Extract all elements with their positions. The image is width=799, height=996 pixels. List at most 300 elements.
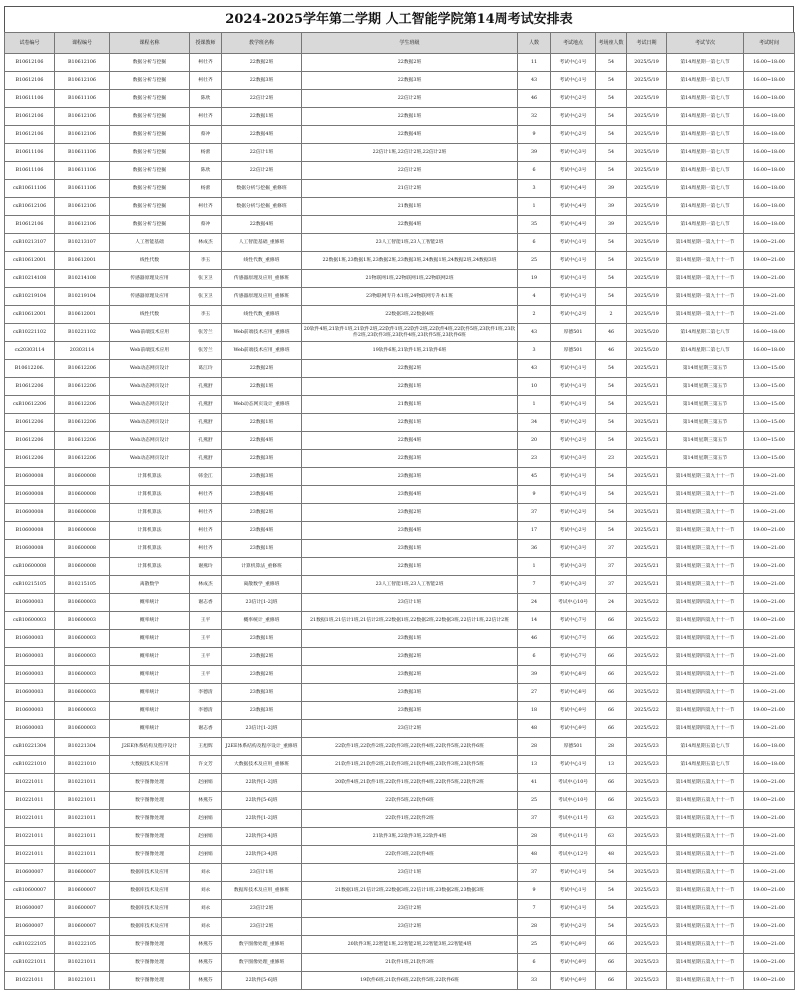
cell-course-id: B10611106 — [55, 90, 110, 108]
cell-count: 39 — [518, 144, 551, 162]
table-row — [5, 810, 795, 828]
header-teacher: 授课教师 — [190, 33, 222, 54]
cell-location: 考试中心3号 — [551, 576, 596, 594]
cell-capacity: 66 — [596, 666, 627, 684]
cell-time: 19:00~21:00 — [744, 540, 795, 558]
cell-date: 2025/5/23 — [627, 810, 667, 828]
cell-exam-id: B10600007 — [5, 864, 55, 882]
cell-course-name: 概率统计 — [110, 648, 190, 666]
cell-student-classes: 23人工智能1班,23人工智能2班 — [302, 234, 518, 252]
cell-course-id: B10612206 — [55, 414, 110, 432]
cell-course-id: B10221304 — [55, 738, 110, 756]
cell-student-classes: 22信计2班 — [302, 90, 518, 108]
table-row — [5, 324, 795, 342]
cell-capacity: 54 — [596, 864, 627, 882]
cell-location: 考试中心9号 — [551, 720, 596, 738]
cell-time: 19:00~21:00 — [744, 288, 795, 306]
cell-teacher: 蔡冲 — [190, 126, 222, 144]
table-row — [5, 144, 795, 162]
cell-date: 2025/5/22 — [627, 684, 667, 702]
cell-location: 考试中心1号 — [551, 252, 596, 270]
cell-time: 19:00~21:00 — [744, 648, 795, 666]
cell-period: 第14周星期一第七八节 — [667, 108, 744, 126]
cell-location: 考试中心1号 — [551, 270, 596, 288]
cell-exam-id: B10600008 — [5, 540, 55, 558]
cell-course-id: B10221011 — [55, 846, 110, 864]
cell-class-name: 传感器原理及应用_重修班 — [222, 288, 302, 306]
cell-course-id: B10612206 — [55, 450, 110, 468]
cell-course-id: B10600008 — [55, 558, 110, 576]
cell-exam-id: B10221011 — [5, 972, 55, 990]
cell-exam-id: B10600003 — [5, 648, 55, 666]
cell-course-id: B10600003 — [55, 594, 110, 612]
cell-location: 考试中心2号 — [551, 126, 596, 144]
cell-time: 19:00~21:00 — [744, 486, 795, 504]
cell-student-classes: 23数据3班 — [302, 684, 518, 702]
cell-period: 第14周星期三第九十十一节 — [667, 468, 744, 486]
cell-location: 考试中心11号 — [551, 828, 596, 846]
cell-time: 16:00~18:00 — [744, 162, 795, 180]
cell-course-id: B10612106 — [55, 216, 110, 234]
table-row — [5, 882, 795, 900]
table-row — [5, 252, 795, 270]
cell-course-name: 数据分析与挖掘 — [110, 126, 190, 144]
cell-period: 第14周星期三第五节 — [667, 432, 744, 450]
cell-capacity: 54 — [596, 414, 627, 432]
cell-location: 考试中心2号 — [551, 306, 596, 324]
cell-exam-id: B10221011 — [5, 774, 55, 792]
table-row — [5, 648, 795, 666]
cell-location: 考试中心3号 — [551, 144, 596, 162]
cell-capacity: 66 — [596, 936, 627, 954]
cell-count: 6 — [518, 234, 551, 252]
cell-period: 第14周星期三第五节 — [667, 450, 744, 468]
cell-count: 1 — [518, 198, 551, 216]
cell-time: 19:00~21:00 — [744, 774, 795, 792]
cell-course-id: B10611106 — [55, 162, 110, 180]
cell-period: 第14周星期一第七八节 — [667, 54, 744, 72]
cell-date: 2025/5/23 — [627, 882, 667, 900]
cell-period: 第14周星期一第七八节 — [667, 144, 744, 162]
cell-student-classes: 22数据1班 — [302, 414, 518, 432]
cell-date: 2025/5/19 — [627, 54, 667, 72]
cell-capacity: 54 — [596, 432, 627, 450]
cell-capacity: 66 — [596, 792, 627, 810]
cell-period: 第14周星期一第七八节 — [667, 126, 744, 144]
cell-exam-id: B10600007 — [5, 918, 55, 936]
table-row — [5, 54, 795, 72]
cell-class-name: 线性代数_重修班 — [222, 306, 302, 324]
cell-time: 19:00~21:00 — [744, 972, 795, 990]
header-time: 考试时间 — [744, 33, 795, 54]
cell-period: 第14周星期四第九十十一节 — [667, 702, 744, 720]
cell-student-classes: 20软件4班,21软件1班,21软件2班,22软件1班,22软件2班,22软件4班,22软件5班,23软件1班,23软件2班,23软件3班,23软件4班,23软件5班,23软件6班 — [302, 324, 518, 342]
cell-time: 19:00~21:00 — [744, 900, 795, 918]
cell-class-name: 22数据4班 — [222, 432, 302, 450]
cell-course-id: B10600003 — [55, 648, 110, 666]
cell-teacher: 柯壮齐 — [190, 108, 222, 126]
cell-location: 考试中心7号 — [551, 648, 596, 666]
cell-class-name: 22数据4班 — [222, 126, 302, 144]
cell-student-classes: 22软件1班,22软件2班,22软件3班,22软件4班,22软件5班,22软件6班 — [302, 738, 518, 756]
cell-count: 20 — [518, 432, 551, 450]
cell-student-classes: 22信计1班,22信计2班,22信计2班 — [302, 144, 518, 162]
cell-course-name: 概率统计 — [110, 666, 190, 684]
cell-course-name: 数据分析与挖掘 — [110, 216, 190, 234]
cell-time: 19:00~21:00 — [744, 864, 795, 882]
cell-exam-id: B10600008 — [5, 486, 55, 504]
cell-exam-id: B10221011 — [5, 828, 55, 846]
cell-period: 第14周星期五第九十十一节 — [667, 954, 744, 972]
cell-course-id: B10221010 — [55, 756, 110, 774]
cell-course-name: Web动态网页设计 — [110, 396, 190, 414]
cell-capacity: 48 — [596, 846, 627, 864]
cell-student-classes: 21数据1班,21信计1班,21信计2班,22数据1班,22数据2班,22数据3班,22信计1班,22信计2班 — [302, 612, 518, 630]
cell-location: 厚德501 — [551, 324, 596, 342]
cell-course-id: B10222105 — [55, 936, 110, 954]
cell-teacher: 林燕芬 — [190, 972, 222, 990]
cell-class-name: 人工智能基础_重修班 — [222, 234, 302, 252]
header-location: 考试地点 — [551, 33, 596, 54]
cell-count: 48 — [518, 846, 551, 864]
cell-course-id: B10221011 — [55, 774, 110, 792]
cell-period: 第14周星期五第九十十一节 — [667, 792, 744, 810]
cell-course-name: 计算机算法 — [110, 540, 190, 558]
cell-course-name: 概率统计 — [110, 702, 190, 720]
cell-course-name: 计算机算法 — [110, 468, 190, 486]
table-row — [5, 126, 795, 144]
cell-count: 41 — [518, 774, 551, 792]
cell-class-name: 23信计[1-2]班 — [222, 594, 302, 612]
cell-period: 第14周星期三第五节 — [667, 360, 744, 378]
cell-time: 19:00~21:00 — [744, 954, 795, 972]
cell-period: 第14周星期三第九十十一节 — [667, 540, 744, 558]
cell-period: 第14周星期三第九十十一节 — [667, 558, 744, 576]
cell-period: 第14周星期一第七八节 — [667, 162, 744, 180]
cell-date: 2025/5/19 — [627, 72, 667, 90]
cell-course-name: 数字图像处理 — [110, 810, 190, 828]
cell-date: 2025/5/19 — [627, 288, 667, 306]
cell-student-classes: 22数据2班 — [302, 54, 518, 72]
cell-capacity: 54 — [596, 918, 627, 936]
cell-exam-id: B10612106 — [5, 54, 55, 72]
cell-time: 19:00~21:00 — [744, 468, 795, 486]
cell-student-classes: 21物联网1班,22物联网1班,22物联网2班 — [302, 270, 518, 288]
cell-teacher: 赵丽娟 — [190, 774, 222, 792]
cell-time: 16:00~18:00 — [744, 108, 795, 126]
cell-student-classes: 23人工智能1班,23人工智能2班 — [302, 576, 518, 594]
cell-course-id: B10600003 — [55, 630, 110, 648]
cell-date: 2025/5/19 — [627, 270, 667, 288]
cell-date: 2025/5/19 — [627, 216, 667, 234]
cell-course-id: B10221011 — [55, 828, 110, 846]
cell-location: 考试中心10号 — [551, 792, 596, 810]
cell-count: 24 — [518, 594, 551, 612]
cell-course-id: B10612001 — [55, 252, 110, 270]
table-row — [5, 954, 795, 972]
cell-course-name: 概率统计 — [110, 720, 190, 738]
table-row — [5, 306, 795, 324]
cell-date: 2025/5/22 — [627, 630, 667, 648]
cell-teacher: 王旭辉 — [190, 738, 222, 756]
cell-student-classes: 22数据3班 — [302, 72, 518, 90]
header-student-classes: 学生班级 — [302, 33, 518, 54]
cell-course-id: B10600008 — [55, 522, 110, 540]
cell-period: 第14周星期五第九十十一节 — [667, 846, 744, 864]
cell-capacity: 54 — [596, 270, 627, 288]
cell-class-name: 23数据2班 — [222, 648, 302, 666]
cell-course-id: B10221011 — [55, 972, 110, 990]
cell-teacher: 许文芳 — [190, 756, 222, 774]
cell-teacher: 张卫卫 — [190, 270, 222, 288]
cell-capacity: 54 — [596, 468, 627, 486]
cell-teacher: 韩金江 — [190, 468, 222, 486]
cell-class-name: 22信计2班 — [222, 162, 302, 180]
cell-date: 2025/5/19 — [627, 162, 667, 180]
cell-course-name: 数字图像处理 — [110, 828, 190, 846]
cell-count: 9 — [518, 486, 551, 504]
cell-teacher: 杨蕾 — [190, 144, 222, 162]
cell-date: 2025/5/19 — [627, 126, 667, 144]
cell-course-name: 数据分析与挖掘 — [110, 180, 190, 198]
cell-date: 2025/5/21 — [627, 468, 667, 486]
cell-time: 19:00~21:00 — [744, 702, 795, 720]
cell-class-name: 22软件[5-6]班 — [222, 792, 302, 810]
cell-exam-id: cxB10612001 — [5, 306, 55, 324]
cell-exam-id: B10611106 — [5, 162, 55, 180]
cell-class-name: 22数据2班 — [222, 54, 302, 72]
cell-count: 1 — [518, 558, 551, 576]
cell-capacity: 54 — [596, 234, 627, 252]
cell-student-classes: 21信计2班 — [302, 180, 518, 198]
cell-time: 19:00~21:00 — [744, 576, 795, 594]
cell-exam-id: cxB10221102 — [5, 324, 55, 342]
header-capacity: 考场座人数 — [596, 33, 627, 54]
table-row — [5, 360, 795, 378]
cell-teacher: 谢志香 — [190, 720, 222, 738]
header-row — [5, 33, 795, 54]
cell-course-id: B10600008 — [55, 486, 110, 504]
cell-date: 2025/5/21 — [627, 522, 667, 540]
table-row — [5, 864, 795, 882]
cell-period: 第14周星期二第七八节 — [667, 342, 744, 360]
cell-exam-id: B10600003 — [5, 666, 55, 684]
cell-teacher: 刘永 — [190, 864, 222, 882]
cell-count: 39 — [518, 666, 551, 684]
cell-period: 第14周星期三第九十十一节 — [667, 486, 744, 504]
cell-period: 第14周星期四第九十十一节 — [667, 684, 744, 702]
cell-location: 考试中心2号 — [551, 522, 596, 540]
cell-date: 2025/5/23 — [627, 828, 667, 846]
cell-class-name: 22数据3班 — [222, 72, 302, 90]
cell-capacity: 66 — [596, 972, 627, 990]
cell-time: 16:00~18:00 — [744, 738, 795, 756]
table-row — [5, 342, 795, 360]
cell-location: 考试中心2号 — [551, 414, 596, 432]
cell-student-classes: 22数据3班,22数据4班 — [302, 306, 518, 324]
cell-student-classes: 23数据2班 — [302, 504, 518, 522]
cell-location: 考试中心1号 — [551, 468, 596, 486]
cell-time: 19:00~21:00 — [744, 558, 795, 576]
cell-period: 第14周星期四第九十十一节 — [667, 630, 744, 648]
table-row — [5, 756, 795, 774]
cell-student-classes: 23数据4班 — [302, 486, 518, 504]
cell-location: 考试中心1号 — [551, 378, 596, 396]
cell-teacher: 刘永 — [190, 900, 222, 918]
cell-capacity: 39 — [596, 216, 627, 234]
table-row — [5, 612, 795, 630]
table-row — [5, 288, 795, 306]
cell-course-id: B10219104 — [55, 288, 110, 306]
table-row — [5, 432, 795, 450]
table-row — [5, 576, 795, 594]
cell-location: 考试中心8号 — [551, 666, 596, 684]
cell-teacher: 林燕芬 — [190, 954, 222, 972]
cell-course-id: B10600003 — [55, 684, 110, 702]
cell-time: 19:00~21:00 — [744, 612, 795, 630]
cell-exam-id: B10221011 — [5, 846, 55, 864]
cell-capacity: 24 — [596, 594, 627, 612]
cell-teacher: 柯壮齐 — [190, 54, 222, 72]
cell-period: 第14周星期五第九十十一节 — [667, 774, 744, 792]
cell-exam-id: cx20303114 — [5, 342, 55, 360]
cell-class-name: 23信计2班 — [222, 900, 302, 918]
cell-capacity: 66 — [596, 774, 627, 792]
cell-exam-id: B10600003 — [5, 684, 55, 702]
cell-course-name: 数据分析与挖掘 — [110, 72, 190, 90]
cell-location: 考试中心9号 — [551, 702, 596, 720]
cell-count: 3 — [518, 180, 551, 198]
cell-date: 2025/5/22 — [627, 720, 667, 738]
cell-course-name: 概率统计 — [110, 612, 190, 630]
cell-course-name: 数据分析与挖掘 — [110, 162, 190, 180]
table-row — [5, 108, 795, 126]
cell-location: 考试中心2号 — [551, 432, 596, 450]
cell-student-classes: 22数据4班 — [302, 432, 518, 450]
cell-class-name: 22软件[1-2]班 — [222, 774, 302, 792]
cell-teacher: 陈欣 — [190, 90, 222, 108]
cell-student-classes: 23数据1班 — [302, 630, 518, 648]
cell-period: 第14周星期一第七八节 — [667, 72, 744, 90]
cell-period: 第14周星期三第九十十一节 — [667, 522, 744, 540]
cell-capacity: 46 — [596, 324, 627, 342]
cell-teacher: 张芳兰 — [190, 324, 222, 342]
cell-capacity: 23 — [596, 450, 627, 468]
cell-capacity: 54 — [596, 252, 627, 270]
table-row — [5, 828, 795, 846]
cell-capacity: 37 — [596, 540, 627, 558]
cell-teacher: 刘永 — [190, 918, 222, 936]
cell-student-classes: 19软件6班,21软件1班,21软件6班 — [302, 342, 518, 360]
cell-exam-id: B10600008 — [5, 522, 55, 540]
cell-period: 第14周星期五第九十十一节 — [667, 828, 744, 846]
cell-date: 2025/5/21 — [627, 414, 667, 432]
cell-teacher: 赵丽娟 — [190, 828, 222, 846]
cell-time: 19:00~21:00 — [744, 810, 795, 828]
cell-period: 第14周星期五第九十十一节 — [667, 900, 744, 918]
table-row — [5, 738, 795, 756]
cell-student-classes: 23数据3班 — [302, 468, 518, 486]
cell-course-name: Web动态网页设计 — [110, 450, 190, 468]
cell-period: 第14周星期五第九十十一节 — [667, 864, 744, 882]
cell-course-id: B10611106 — [55, 180, 110, 198]
cell-student-classes: 23数据4班 — [302, 522, 518, 540]
cell-location: 考试中心3号 — [551, 162, 596, 180]
cell-date: 2025/5/21 — [627, 360, 667, 378]
cell-capacity: 54 — [596, 288, 627, 306]
cell-date: 2025/5/19 — [627, 90, 667, 108]
cell-time: 19:00~21:00 — [744, 684, 795, 702]
cell-exam-id: cxB10611106 — [5, 180, 55, 198]
cell-student-classes: 22数据1班,23数据1班,23数据2班,23数据3班,24数据1班,24数据2班,24数据3班 — [302, 252, 518, 270]
cell-capacity: 39 — [596, 180, 627, 198]
cell-teacher: 谢燕玲 — [190, 558, 222, 576]
cell-course-name: 数据库技术及应用 — [110, 882, 190, 900]
cell-capacity: 54 — [596, 378, 627, 396]
cell-date: 2025/5/20 — [627, 324, 667, 342]
cell-class-name: 大数据技术及应用_重修班 — [222, 756, 302, 774]
cell-location: 考试中心9号 — [551, 936, 596, 954]
cell-course-id: B10600007 — [55, 918, 110, 936]
cell-date: 2025/5/19 — [627, 252, 667, 270]
cell-count: 48 — [518, 720, 551, 738]
cell-capacity: 66 — [596, 612, 627, 630]
cell-student-classes: 23信计2班 — [302, 900, 518, 918]
cell-class-name: 计算机算法_重修班 — [222, 558, 302, 576]
cell-course-name: 数据分析与挖掘 — [110, 198, 190, 216]
cell-capacity: 66 — [596, 630, 627, 648]
cell-time: 13:00~15:00 — [744, 396, 795, 414]
table-row — [5, 720, 795, 738]
cell-location: 考试中心10号 — [551, 774, 596, 792]
cell-capacity: 54 — [596, 162, 627, 180]
cell-count: 43 — [518, 360, 551, 378]
cell-count: 33 — [518, 972, 551, 990]
cell-student-classes: 22信计2班 — [302, 162, 518, 180]
cell-count: 43 — [518, 72, 551, 90]
cell-count: 32 — [518, 108, 551, 126]
cell-course-id: B10215105 — [55, 576, 110, 594]
cell-count: 37 — [518, 810, 551, 828]
cell-capacity: 54 — [596, 396, 627, 414]
cell-student-classes: 23信计2班 — [302, 720, 518, 738]
cell-teacher: 王平 — [190, 612, 222, 630]
cell-student-classes: 22数据1班 — [302, 108, 518, 126]
cell-time: 19:00~21:00 — [744, 252, 795, 270]
cell-location: 考试中心1号 — [551, 234, 596, 252]
cell-course-name: Web动态网页设计 — [110, 378, 190, 396]
cell-location: 考试中心1号 — [551, 864, 596, 882]
cell-course-id: 20303114 — [55, 342, 110, 360]
cell-class-name: J2EE体系结构及程序设计_重修班 — [222, 738, 302, 756]
cell-exam-id: B10612106 — [5, 126, 55, 144]
cell-time: 19:00~21:00 — [744, 522, 795, 540]
cell-count: 9 — [518, 126, 551, 144]
cell-teacher: 李德清 — [190, 702, 222, 720]
cell-date: 2025/5/19 — [627, 180, 667, 198]
cell-class-name: 概率统计_重修班 — [222, 612, 302, 630]
cell-course-name: Web前端技术应用 — [110, 324, 190, 342]
cell-course-name: 人工智能基础 — [110, 234, 190, 252]
cell-exam-id: cxB10221304 — [5, 738, 55, 756]
header-course-id: 课程编号 — [55, 33, 110, 54]
cell-period: 第14周星期五第九十十一节 — [667, 882, 744, 900]
cell-capacity: 28 — [596, 738, 627, 756]
cell-student-classes: 20软件4班,21软件1班,22软件1班,22软件4班,22软件5班,22软件2班 — [302, 774, 518, 792]
cell-student-classes: 23数据2班 — [302, 666, 518, 684]
cell-date: 2025/5/23 — [627, 756, 667, 774]
cell-count: 18 — [518, 702, 551, 720]
